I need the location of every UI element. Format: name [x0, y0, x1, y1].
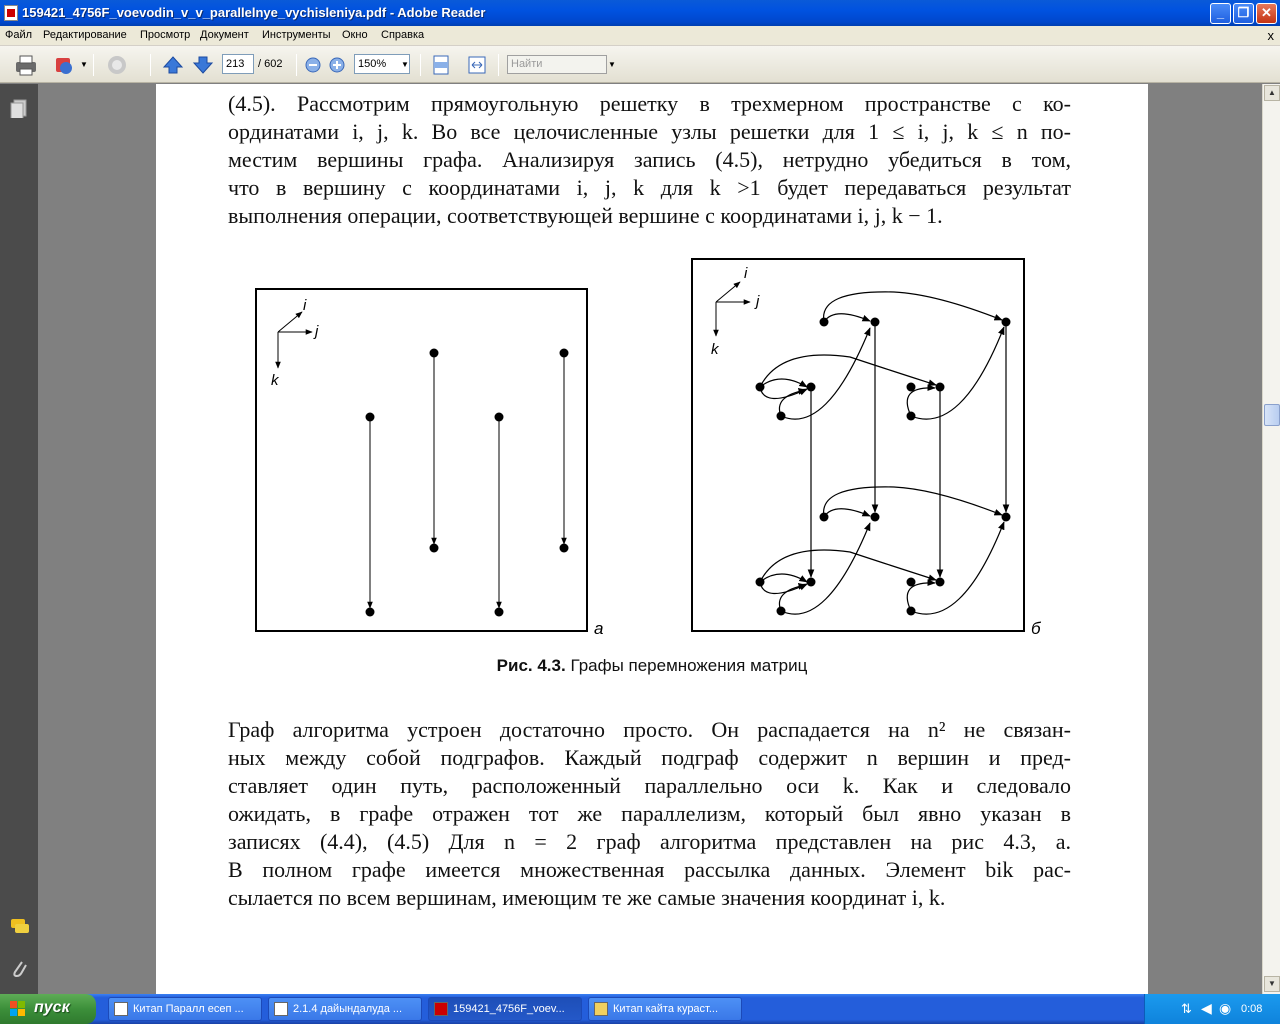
text-line: ставляет один путь, расположенный параллельно оси k. Как и следовало [228, 773, 1071, 798]
start-button[interactable] [0, 994, 96, 1024]
find-input[interactable]: Найти [507, 55, 607, 74]
edge-b [760, 574, 807, 582]
adobe-reader-icon [4, 5, 18, 21]
attachments-icon[interactable] [9, 958, 29, 978]
edge-b [760, 355, 936, 387]
node-b [756, 578, 765, 587]
menu-file[interactable]: Файл [5, 29, 33, 41]
toolbar-separator [296, 54, 297, 76]
node-b [1002, 318, 1011, 327]
text-line: В полном графе имеется множественная рассылка данных. Элемент bik рас- [228, 857, 1071, 882]
axis-label-i-b: i [744, 265, 748, 282]
edge-b [824, 292, 1002, 322]
toolbar-separator [93, 54, 94, 76]
menu-help[interactable]: Справка [381, 29, 425, 41]
paragraph-top [228, 90, 1071, 230]
node-a [430, 349, 439, 358]
text-line: ных между собой подграфов. Каждый подграф содержит n вершин и пред- [228, 745, 1071, 770]
nodes-b [756, 318, 1011, 616]
panel-a-frame [256, 289, 587, 631]
task-button-word-1[interactable] [108, 997, 262, 1021]
menu-document[interactable]: Документ [200, 29, 249, 41]
node-b [820, 513, 829, 522]
edge-b [911, 327, 1004, 419]
fit-width-icon[interactable] [466, 54, 488, 76]
node-a [495, 608, 504, 617]
share-icon[interactable] [50, 54, 78, 76]
word-document-icon [114, 1002, 128, 1016]
windows-flag-icon [10, 1001, 26, 1017]
node-b [907, 383, 916, 392]
figure-panel-a [256, 289, 603, 638]
axis-label-k-b: k [711, 341, 719, 358]
task-label: Китап Паралл есеп ... [133, 1003, 244, 1015]
text-line: Граф алгоритма устроен достаточно просто. Он распадается на n² не связан- [228, 717, 1071, 742]
edge-b [911, 522, 1004, 614]
figure-panel-b [692, 259, 1042, 638]
node-a [560, 349, 569, 358]
menu-tools[interactable]: Инструменты [262, 29, 331, 41]
start-label: пуск [34, 999, 70, 1016]
zoom-out-icon[interactable] [304, 54, 322, 76]
antivirus-icon[interactable]: ◉ [1219, 1000, 1232, 1016]
edges-a [370, 353, 564, 608]
print-icon[interactable] [12, 54, 40, 76]
edge-b [781, 523, 870, 614]
node-a [560, 544, 569, 553]
network-icon[interactable]: ⇅ [1181, 1001, 1192, 1016]
close-button[interactable]: ✕ [1256, 3, 1277, 24]
nodes-a [366, 349, 569, 617]
panel-label-a: а [594, 619, 604, 638]
pdf-icon [434, 1002, 448, 1016]
axis-label-j-b: j [756, 293, 760, 310]
task-label: 159421_4756F_voev... [453, 1003, 565, 1015]
text-line: что в вершину с координатами i, j, k для k >1 будет передаваться результат [228, 175, 1071, 200]
text-line: выполнения операции, соответствующей вершине с координатами i, j, k − 1. [228, 203, 943, 228]
axis-triad-b [711, 265, 760, 358]
figure-4-3 [156, 244, 1148, 644]
edge-b [760, 387, 807, 399]
task-button-word-2[interactable] [268, 997, 422, 1021]
axis-triad-a [271, 297, 319, 389]
node-b [756, 383, 765, 392]
text-line: ординатами i, j, k. Во все целочисленные узлы решетки для 1 ≤ i, j, k ≤ n по- [228, 119, 1071, 144]
edge-b [779, 390, 806, 416]
share-dropdown-icon[interactable]: ▼ [80, 60, 88, 69]
page-number-input[interactable]: 213 [222, 54, 254, 74]
node-b [907, 578, 916, 587]
axis-i-b [716, 282, 740, 302]
page-total: / 602 [258, 58, 283, 70]
navigation-pane [0, 84, 38, 994]
collaborate-icon[interactable] [103, 54, 131, 76]
task-button-adobe-reader[interactable] [428, 997, 582, 1021]
text-line: ожидать, в графе отражен тот же параллелизм, который был явно указан в [228, 801, 1071, 826]
toolbar [0, 46, 1280, 83]
zoom-in-icon[interactable] [328, 54, 346, 76]
node-b [871, 318, 880, 327]
text-line: записях (4.4), (4.5) Для n = 2 граф алгоритма представлен на рис 4.3, а. [228, 829, 1071, 854]
node-b [777, 607, 786, 616]
zoom-dropdown-icon[interactable]: ▼ [401, 60, 409, 69]
pdf-page [156, 84, 1148, 994]
edge-b [760, 550, 936, 582]
figure-caption [156, 656, 1148, 676]
node-b [820, 318, 829, 327]
menu-edit[interactable]: Редактирование [43, 29, 127, 41]
axis-label-k-a: k [271, 372, 279, 389]
taskbar [0, 994, 1280, 1024]
edge-b [824, 487, 1002, 517]
menu-bar [0, 26, 1280, 46]
node-b [777, 412, 786, 421]
node-a [430, 544, 439, 553]
node-b [807, 383, 816, 392]
document-view[interactable] [38, 84, 1262, 994]
system-tray [1144, 994, 1280, 1024]
scroll-thumb[interactable] [1264, 404, 1280, 426]
axis-label-i-a: i [303, 297, 307, 314]
edge-b [760, 379, 807, 387]
node-b [1002, 513, 1011, 522]
clock: 0:08 [1241, 1003, 1263, 1015]
title-bar [0, 0, 1280, 26]
toolbar-separator [498, 54, 499, 76]
node-b [871, 513, 880, 522]
panel-label-b: б [1031, 619, 1041, 638]
node-b [936, 578, 945, 587]
vertical-scrollbar[interactable] [1262, 84, 1280, 994]
node-a [495, 413, 504, 422]
back-arrow-icon[interactable]: ◀ [1201, 1000, 1212, 1016]
edge-b [824, 314, 870, 322]
node-b [807, 578, 816, 587]
zoom-level-input[interactable]: 150% [354, 54, 410, 74]
restore-button[interactable]: ❐ [1233, 3, 1254, 24]
find-dropdown-icon[interactable]: ▼ [608, 60, 616, 69]
task-label: 2.1.4 дайындалуда ... [293, 1003, 403, 1015]
text-line: сылается по всем вершинам, имеющим те же самые значения координат i, k. [228, 885, 946, 910]
node-b [936, 383, 945, 392]
scroll-down-icon[interactable]: ▼ [1264, 976, 1280, 992]
panel-b-frame [692, 259, 1024, 631]
node-a [366, 413, 375, 422]
axis-label-j-a: j [315, 323, 319, 340]
toolbar-separator [420, 54, 421, 76]
minimize-button[interactable]: _ [1210, 3, 1231, 24]
word-document-icon [274, 1002, 288, 1016]
menu-window[interactable]: Окно [342, 29, 368, 41]
next-page-icon[interactable] [192, 54, 214, 76]
folder-icon [594, 1002, 608, 1016]
fit-page-icon[interactable] [430, 54, 452, 76]
edges-b [760, 292, 1006, 614]
caption-number: Рис. 4.3. [496, 656, 566, 675]
task-button-folder[interactable] [588, 997, 742, 1021]
text-line: местим вершины графа. Анализируя запись (4.5), нетрудно убедиться в том, [228, 147, 1071, 172]
edge-b [779, 585, 806, 611]
node-a [366, 608, 375, 617]
pages-icon[interactable] [9, 98, 29, 118]
edge-b [760, 582, 807, 594]
document-close-icon[interactable]: x [1267, 28, 1274, 43]
edge-b [781, 328, 870, 419]
paragraph-bottom [228, 716, 1071, 912]
toolbar-separator [150, 54, 151, 76]
edge-b [824, 509, 870, 517]
previous-page-icon[interactable] [162, 54, 184, 76]
window-title: 159421_4756F_voevodin_v_v_parallelnye_vychisleniya.pdf - Adobe Reader [22, 5, 486, 20]
scroll-up-icon[interactable]: ▲ [1264, 85, 1280, 101]
axis-i-a [278, 312, 302, 332]
node-b [907, 607, 916, 616]
caption-text: Графы перемножения матриц [570, 656, 808, 675]
node-b [907, 412, 916, 421]
menu-view[interactable]: Просмотр [140, 29, 191, 41]
task-label: Китап кайта кураст... [613, 1003, 719, 1015]
comments-icon[interactable] [9, 916, 29, 936]
text-line: (4.5). Рассмотрим прямоугольную решетку в трехмерном пространстве с ко- [228, 91, 1071, 116]
